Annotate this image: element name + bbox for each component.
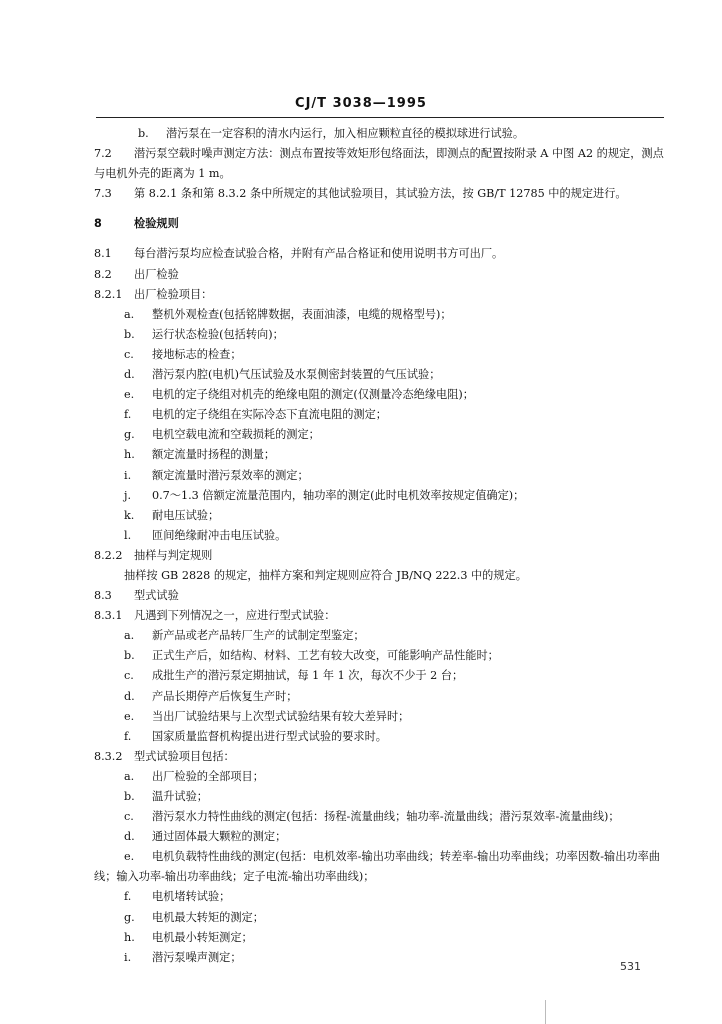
list-item: h. 电机最小转矩测定； — [124, 930, 253, 944]
list-item: d. 潜污泵内腔(电机)气压试验及水泵侧密封装置的气压试验； — [124, 368, 441, 382]
list-item: k. 耐电压试验； — [124, 508, 220, 522]
list-item: f. 电机堵转试验； — [124, 890, 231, 904]
list-item: b. 温升试验； — [124, 790, 208, 803]
list-item: c. 潜污泵水力特性曲线的测定(包括：扬程-流量曲线；轴功率-流量曲线；潜污泵效率-流量曲线)； — [124, 810, 620, 824]
list-item: f. 国家质量监督机构提出进行型式试验的要求时。 — [124, 729, 387, 743]
list-item: b. 运行状态检验(包括转向)； — [124, 327, 284, 341]
list-item: c. 接地标志的检查； — [124, 347, 242, 361]
clause-7-3: 7.3 第 8.2.1 条和第 8.3.2 条中所规定的其他试验项目，其试验方法，按 GB/T 12785 中的规定进行。 — [94, 187, 627, 201]
page-number: 531 — [620, 960, 641, 973]
list-item: g. 电机最大转矩的测定； — [124, 910, 264, 924]
list-item: j. 0.7～1.3 倍额定流量范围内，轴功率的测定(此时电机效率按规定值确定)； — [124, 488, 525, 502]
clause-8-1: 8.1 每台潜污泵均应检查试验合格，并附有产品合格证和使用说明书方可出厂。 — [94, 247, 504, 261]
list-item: f. 电机的定子绕组在实际冷态下直流电阻的测定； — [124, 408, 387, 422]
list-item: g. 电机空载电流和空载损耗的测定； — [124, 428, 320, 442]
list-item: e. 当出厂试验结果与上次型式试验结果有较大差异时； — [124, 709, 410, 723]
scan-mark — [545, 1000, 546, 1024]
list-item: e. 电机的定子绕组对机壳的绝缘电阻的测定(仅测量冷态绝缘电阻)； — [124, 388, 474, 402]
list-item: h. 额定流量时扬程的测量； — [124, 448, 276, 462]
list-item: d. 通过固体最大颗粒的测定； — [124, 830, 287, 844]
section-heading: 8 检验规则 — [94, 217, 179, 231]
list-item: i. 额定流量时潜污泵效率的测定； — [124, 468, 309, 482]
list-item: b. 潜污泵在一定容积的清水内运行，加入相应颗粒直径的模拟球进行试验。 — [138, 127, 525, 140]
list-item: a. 新产品或老产品转厂生产的试制定型鉴定； — [124, 629, 365, 643]
document-body — [94, 124, 666, 968]
page-header: CJ/T 3038—1995 — [295, 96, 427, 111]
list-item: a. 整机外观检查(包括铭牌数据，表面油漆，电缆的规格型号)； — [124, 307, 452, 321]
header-rule — [96, 117, 664, 118]
list-item: e. 电机负载特性曲线的测定(包括：电机效率-输出功率曲线；转差率-输出功率曲线；功率因数-输出功率曲线；输入功率-输出功率曲线；定子电流-输出功率曲线)； — [94, 850, 660, 884]
clause-8-2-1: 8.2.1 出厂检验项目： — [94, 287, 213, 301]
paragraph: 抽样按 GB 2828 的规定，抽样方案和判定规则应符合 JB/NQ 222.3 中的规定。 — [124, 568, 527, 582]
list-item: l. 匝间绝缘耐冲击电压试验。 — [124, 528, 287, 542]
clause-8-2-2: 8.2.2 抽样与判定规则 — [94, 548, 213, 562]
list-item: d. 产品长期停产后恢复生产时； — [124, 689, 298, 703]
list-item: a. 出厂检验的全部项目； — [124, 769, 264, 783]
list-item: b. 正式生产后，如结构、材料、工艺有较大改变，可能影响产品性能时； — [124, 649, 499, 663]
clause-8-3: 8.3 型式试验 — [94, 589, 179, 603]
clause-8-3-1: 8.3.1 凡遇到下列情况之一，应进行型式试验： — [94, 609, 336, 623]
clause-7-2: 7.2 潜污泵空载时噪声测定方法：测点布置按等效矩形包络面法，即测点的配置按附录 A 中图 A2 的规定，测点与电机外壳的距离为 1 m。 — [94, 147, 664, 181]
clause-8-2: 8.2 出厂检验 — [94, 267, 179, 281]
list-item: c. 成批生产的潜污泵定期抽试，每 1 年 1 次，每次不少于 2 台； — [124, 669, 464, 683]
clause-8-3-2: 8.3.2 型式试验项目包括： — [94, 749, 235, 763]
list-item: i. 潜污泵噪声测定； — [124, 950, 242, 964]
